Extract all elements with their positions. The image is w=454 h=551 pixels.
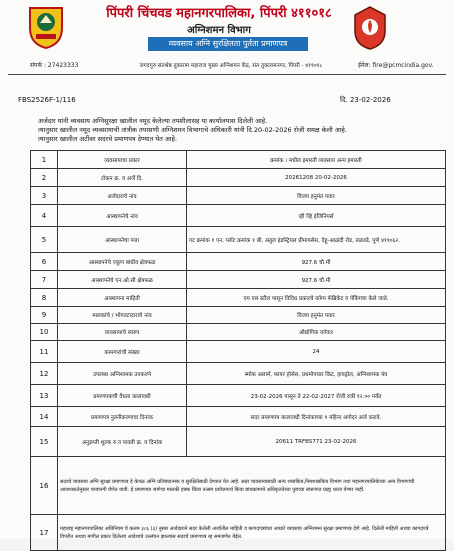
intro-paragraph-1: अर्जदार यांनी व्यवसाय अग्निसुरक्षा खालील नमूद केलेल्या तपशीलासह या कार्यालयास दिलेली आहे. bbox=[38, 117, 268, 125]
row-value: 24 bbox=[187, 341, 446, 363]
row-note: महाराष्ट्र महानगरपालिका अधिनियम चे कलम ३८६ (३) नुसार अर्जदाराने सदर केलेली अर्जातील माहिती व कागदपत्रांच्या आधारे व्यवसाय अग्निशमन सुरक्षा प्रमाणपत्र देणे आहे. दिलेली माहिती अथवा कागदपत्रे विपरीत अथवा मागील प्रकार दिलेल्या आदेशाचे उल्लंघन झाल्यास सदरचे प्रमाणपत्र रद्द समजणेत येईल. bbox=[58, 515, 446, 551]
table-row bbox=[31, 407, 446, 427]
intro-paragraph-2: त्यानुसार खालील नमूद व्यवसायाची तांत्रीक तपासणी अग्निशमन विभागाचे अधिकारी यांनी दि.20-02-2026 रोजी समक्ष केली आहे. bbox=[38, 126, 347, 134]
email-text: ईमेल: fire@pcmcindia.gov. bbox=[358, 62, 434, 69]
row-label: अनुज्ञप्ती शुल्क रु.व पावती क्र. व दिनांक bbox=[58, 427, 187, 457]
row-label: उपलब्ध अग्निशामक उपकरणे bbox=[58, 363, 187, 385]
row-number: 8 bbox=[31, 289, 58, 307]
phone-text: संपर्क : 27423333 bbox=[30, 62, 79, 69]
row-number: 6 bbox=[31, 253, 58, 271]
row-value: 23-02-2026 पासून ते 22-02-2027 रोजी रात्री १२.०० पर्यंत bbox=[187, 385, 446, 407]
row-number: 14 bbox=[31, 407, 58, 427]
row-label: प्रमाणपत्र नुतनीकरणाचा दिनांक bbox=[58, 407, 187, 427]
row-value: विजय हनुमंत पवार bbox=[187, 307, 446, 324]
row-value: औद्योगिक वर्गवार bbox=[187, 324, 446, 341]
reference-number: FBS2526F-1/116 bbox=[18, 96, 76, 104]
contact-row bbox=[8, 61, 448, 71]
row-value: 927.6 चौ.मी bbox=[187, 271, 446, 289]
row-label: प्रमाणपत्राची वैधता कालावधी bbox=[58, 385, 187, 407]
row-label: आस्थापना माहिती bbox=[58, 289, 187, 307]
pcmc-emblem-icon bbox=[26, 4, 66, 50]
row-number: 1 bbox=[31, 151, 58, 169]
row-number: 10 bbox=[31, 324, 58, 341]
address-text: जगदगुरु संतश्रेष्ठ तुकाराम महाराज मुख्य अग्निशमन केंद्र, संत तुकारामनगर, पिंपरी - ४११०१८ bbox=[139, 63, 323, 69]
row-number: 5 bbox=[31, 227, 58, 253]
row-value: 20261208 20-02-2026 bbox=[187, 169, 446, 187]
table-row bbox=[31, 169, 446, 187]
row-number: 4 bbox=[31, 205, 58, 227]
table-row bbox=[31, 227, 446, 253]
row-value: 927.6 चौ.मी bbox=[187, 253, 446, 271]
row-value: सदर प्रमाणपत्र कालावधी दिनांकाच्या १ महिना अगोदर अर्ज करावे. bbox=[187, 407, 446, 427]
row-number: 11 bbox=[31, 341, 58, 363]
certificate-subtitle: व्यवसाय अग्नि सुरक्षितता पुर्तता प्रमाणपत्र bbox=[148, 37, 308, 51]
row-number: 16 bbox=[31, 457, 58, 515]
row-note: सदरचे व्यवसाय अग्नि सुरक्षा प्रमाणपत्र हे केवळ अग्नि प्रतिबंधात्मक व सुरक्षितेसाठी देण्यात येत आहे. सदर व्यवसायासाठी अन्य शासकिय,निमशासकिय विभाग तथा महानगरपालिकेच्या अन्य विभागांची आवश्यकतेनुसार परवानगी घेणेत यावी. हे प्रमाणपत्र जागेचा मालकी हक्क किंवा तत्सम प्रयोजनार्थ किंवा बांधकामाचे अधिकृततेच्या पुराव्या स्वरूपात ग्राह्य धरता येणार नाही. bbox=[58, 457, 446, 515]
table-row bbox=[31, 324, 446, 341]
row-label: अर्जदाराचे नांव bbox=[58, 187, 187, 205]
table-row bbox=[31, 271, 446, 289]
row-label: टोकन क्र. व अर्जे दि. bbox=[58, 169, 187, 187]
org-title: पिंपरी चिंचवड महानगरपालिका, पिंपरी ४११०१८ bbox=[106, 6, 332, 21]
table-row bbox=[31, 341, 446, 363]
table-row bbox=[31, 457, 446, 515]
row-value: 20611 TRFBS771 23-02-2026 bbox=[187, 427, 446, 457]
row-number: 3 bbox=[31, 187, 58, 205]
row-label: आस्थापनेचे एन.ओ.सी क्षेत्रफळ bbox=[58, 271, 187, 289]
row-label: आस्थापनेचा पत्ता bbox=[58, 227, 187, 253]
row-label: व्यवसायाचे स्वरुप bbox=[58, 324, 187, 341]
table-row bbox=[31, 427, 446, 457]
row-label: कामगारांची संख्या bbox=[58, 341, 187, 363]
row-number: 17 bbox=[31, 515, 58, 551]
table-row bbox=[31, 515, 446, 551]
table-row bbox=[31, 151, 446, 169]
row-value: विजय हनुमंत पवार bbox=[187, 187, 446, 205]
row-number: 13 bbox=[31, 385, 58, 407]
row-label: आस्थापनेचे नांव bbox=[58, 205, 187, 227]
row-number: 2 bbox=[31, 169, 58, 187]
row-label: व्यवसायाचा प्रकार bbox=[58, 151, 187, 169]
row-value: व्ही व्हि इंजिनियर्स bbox=[187, 205, 446, 227]
table-row bbox=[31, 205, 446, 227]
row-label: मालकांचे / भोगवटादाराचे नांव bbox=[58, 307, 187, 324]
table-row bbox=[31, 253, 446, 271]
table-row bbox=[31, 363, 446, 385]
row-value: गट क्रमांक १ एन. प्लॉट क्रमांक १ बी, अतुल इंडस्ट्रियल प्रीमायसेस, देहू-आळंदी रोड, तळवडे, पुणे ४११०६२. bbox=[187, 227, 446, 253]
fire-brigade-emblem-icon bbox=[352, 5, 388, 51]
table-row bbox=[31, 187, 446, 205]
row-number: 12 bbox=[31, 363, 58, 385]
row-value: क्रमांक । मधील इमारती व्यवसाय अन्य इमारती bbox=[187, 151, 446, 169]
department-title: अग्निशमन विभाग bbox=[187, 25, 251, 36]
row-value: स्मोक अलार्म, फायर होसेस, प्रथमोपचार किट, हायड्रोल, अग्निशामक यंत्र bbox=[187, 363, 446, 385]
row-label: आस्थापनेचे एकूण बांधीव क्षेत्रफळ bbox=[58, 253, 187, 271]
table-row bbox=[31, 289, 446, 307]
table-row bbox=[31, 385, 446, 407]
issue-date: दि. 23-02-2026 bbox=[340, 96, 391, 104]
intro-paragraph-3: त्यानुसार खालील अटींवर सदरचे प्रमाणपत्र देण्यात येत आहे. bbox=[38, 135, 178, 143]
row-number: 15 bbox=[31, 427, 58, 457]
row-number: 9 bbox=[31, 307, 58, 324]
certificate-table bbox=[30, 150, 446, 551]
header-divider bbox=[8, 74, 446, 75]
table-row bbox=[31, 307, 446, 324]
row-value: एम एस स्टील पासून विविध प्रकारचे कॉम्प फॅब्रिकेट व पॅकिंगचा केले जाते. bbox=[187, 289, 446, 307]
row-number: 7 bbox=[31, 271, 58, 289]
